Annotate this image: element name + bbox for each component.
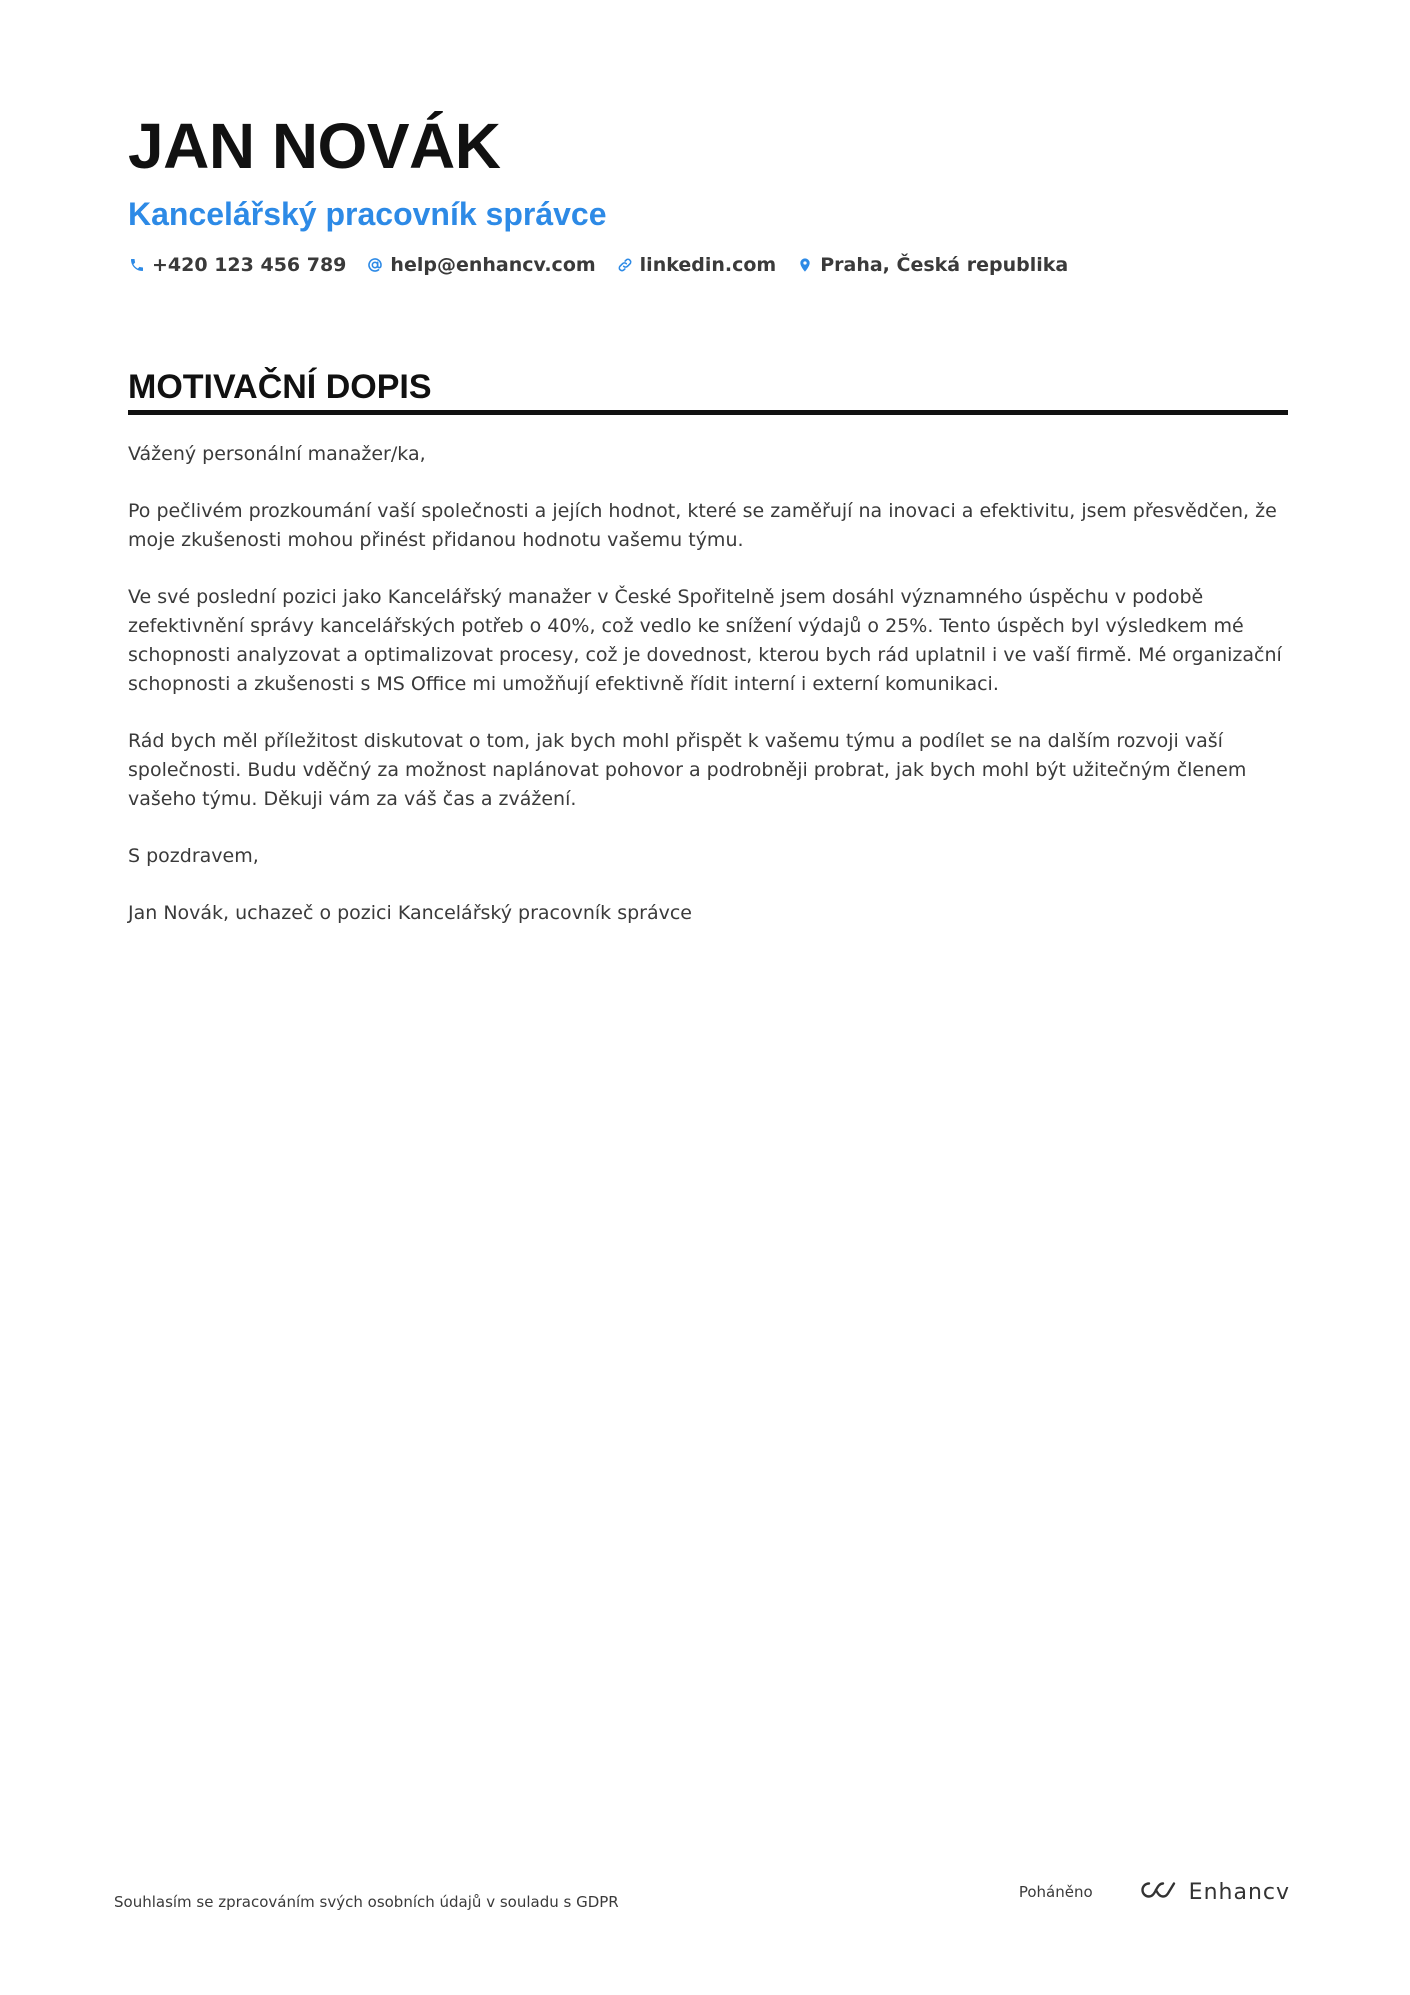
letter-greeting: Vážený personální manažer/ka, bbox=[128, 443, 426, 465]
contact-bar bbox=[128, 254, 1288, 276]
powered-by-label: Poháněno bbox=[1018, 1883, 1093, 1901]
powered-by bbox=[1019, 1878, 1290, 1906]
letter-body bbox=[128, 440, 1288, 956]
job-title: Kancelářský pracovník správce bbox=[128, 196, 607, 232]
section-title: MOTIVAČNÍ DOPIS bbox=[128, 368, 432, 406]
section-divider bbox=[128, 410, 1288, 415]
applicant-name: JAN NOVÁK bbox=[128, 110, 501, 182]
contact-email[interactable] bbox=[366, 254, 595, 276]
location-pin-icon bbox=[796, 256, 814, 274]
gdpr-consent: Souhlasím se zpracováním svých osobních údajů v souladu s GDPR bbox=[114, 1893, 619, 1911]
enhancv-brand-name: Enhancv bbox=[1188, 1879, 1290, 1905]
letter-paragraph: Po pečlivém prozkoumání vaší společnosti a jejích hodnot, které se zaměřují na inovaci a efektivitu, jsem přesvědčen, že moje zkušenosti mohou přinést přidanou hodnotu vašemu týmu. bbox=[128, 500, 1277, 551]
letter-paragraph: Ve své poslední pozici jako Kancelářský manažer v České Spořitelně jsem dosáhl významného úspěchu v podobě zefektivnění správy kancelářských potřeb o 40%, což vedlo ke snížení výdajů o 25%. Tento úspěch byl výsledkem mé schopnosti analyzovat a optimalizovat procesy, což je dovednost, kterou bych rád uplatnil i ve vaší firmě. Mé organizační schopnosti a zkušenosti s MS Office mi umožňují efektivně řídit interní i externí komunikaci. bbox=[128, 586, 1282, 695]
location-text: Praha, Česká republika bbox=[820, 254, 1069, 276]
linkedin-text: linkedin.com bbox=[639, 254, 777, 276]
contact-location bbox=[796, 254, 1068, 276]
contact-phone bbox=[128, 254, 346, 276]
letter-signature: Jan Novák, uchazeč o pozici Kancelářský pracovník správce bbox=[128, 902, 692, 924]
enhancv-logo-icon bbox=[1133, 1878, 1179, 1906]
at-icon bbox=[366, 256, 384, 274]
header bbox=[128, 108, 1288, 276]
phone-icon bbox=[128, 256, 146, 274]
enhancv-brand[interactable] bbox=[1133, 1878, 1290, 1906]
email-text: help@enhancv.com bbox=[390, 254, 596, 276]
link-icon bbox=[616, 256, 634, 274]
letter-closing: S pozdravem, bbox=[128, 845, 259, 867]
phone-text: +420 123 456 789 bbox=[152, 254, 347, 276]
letter-paragraph: Rád bych měl příležitost diskutovat o tom, jak bych mohl přispět k vašemu týmu a podílet se na dalším rozvoji vaší společnosti. Budu vděčný za možnost naplánovat pohovor a podrobněji probrat, jak bych mohl být užitečným členem vašeho týmu. Děkuji vám za váš čas a zvážení. bbox=[128, 730, 1247, 810]
contact-linkedin[interactable] bbox=[616, 254, 777, 276]
